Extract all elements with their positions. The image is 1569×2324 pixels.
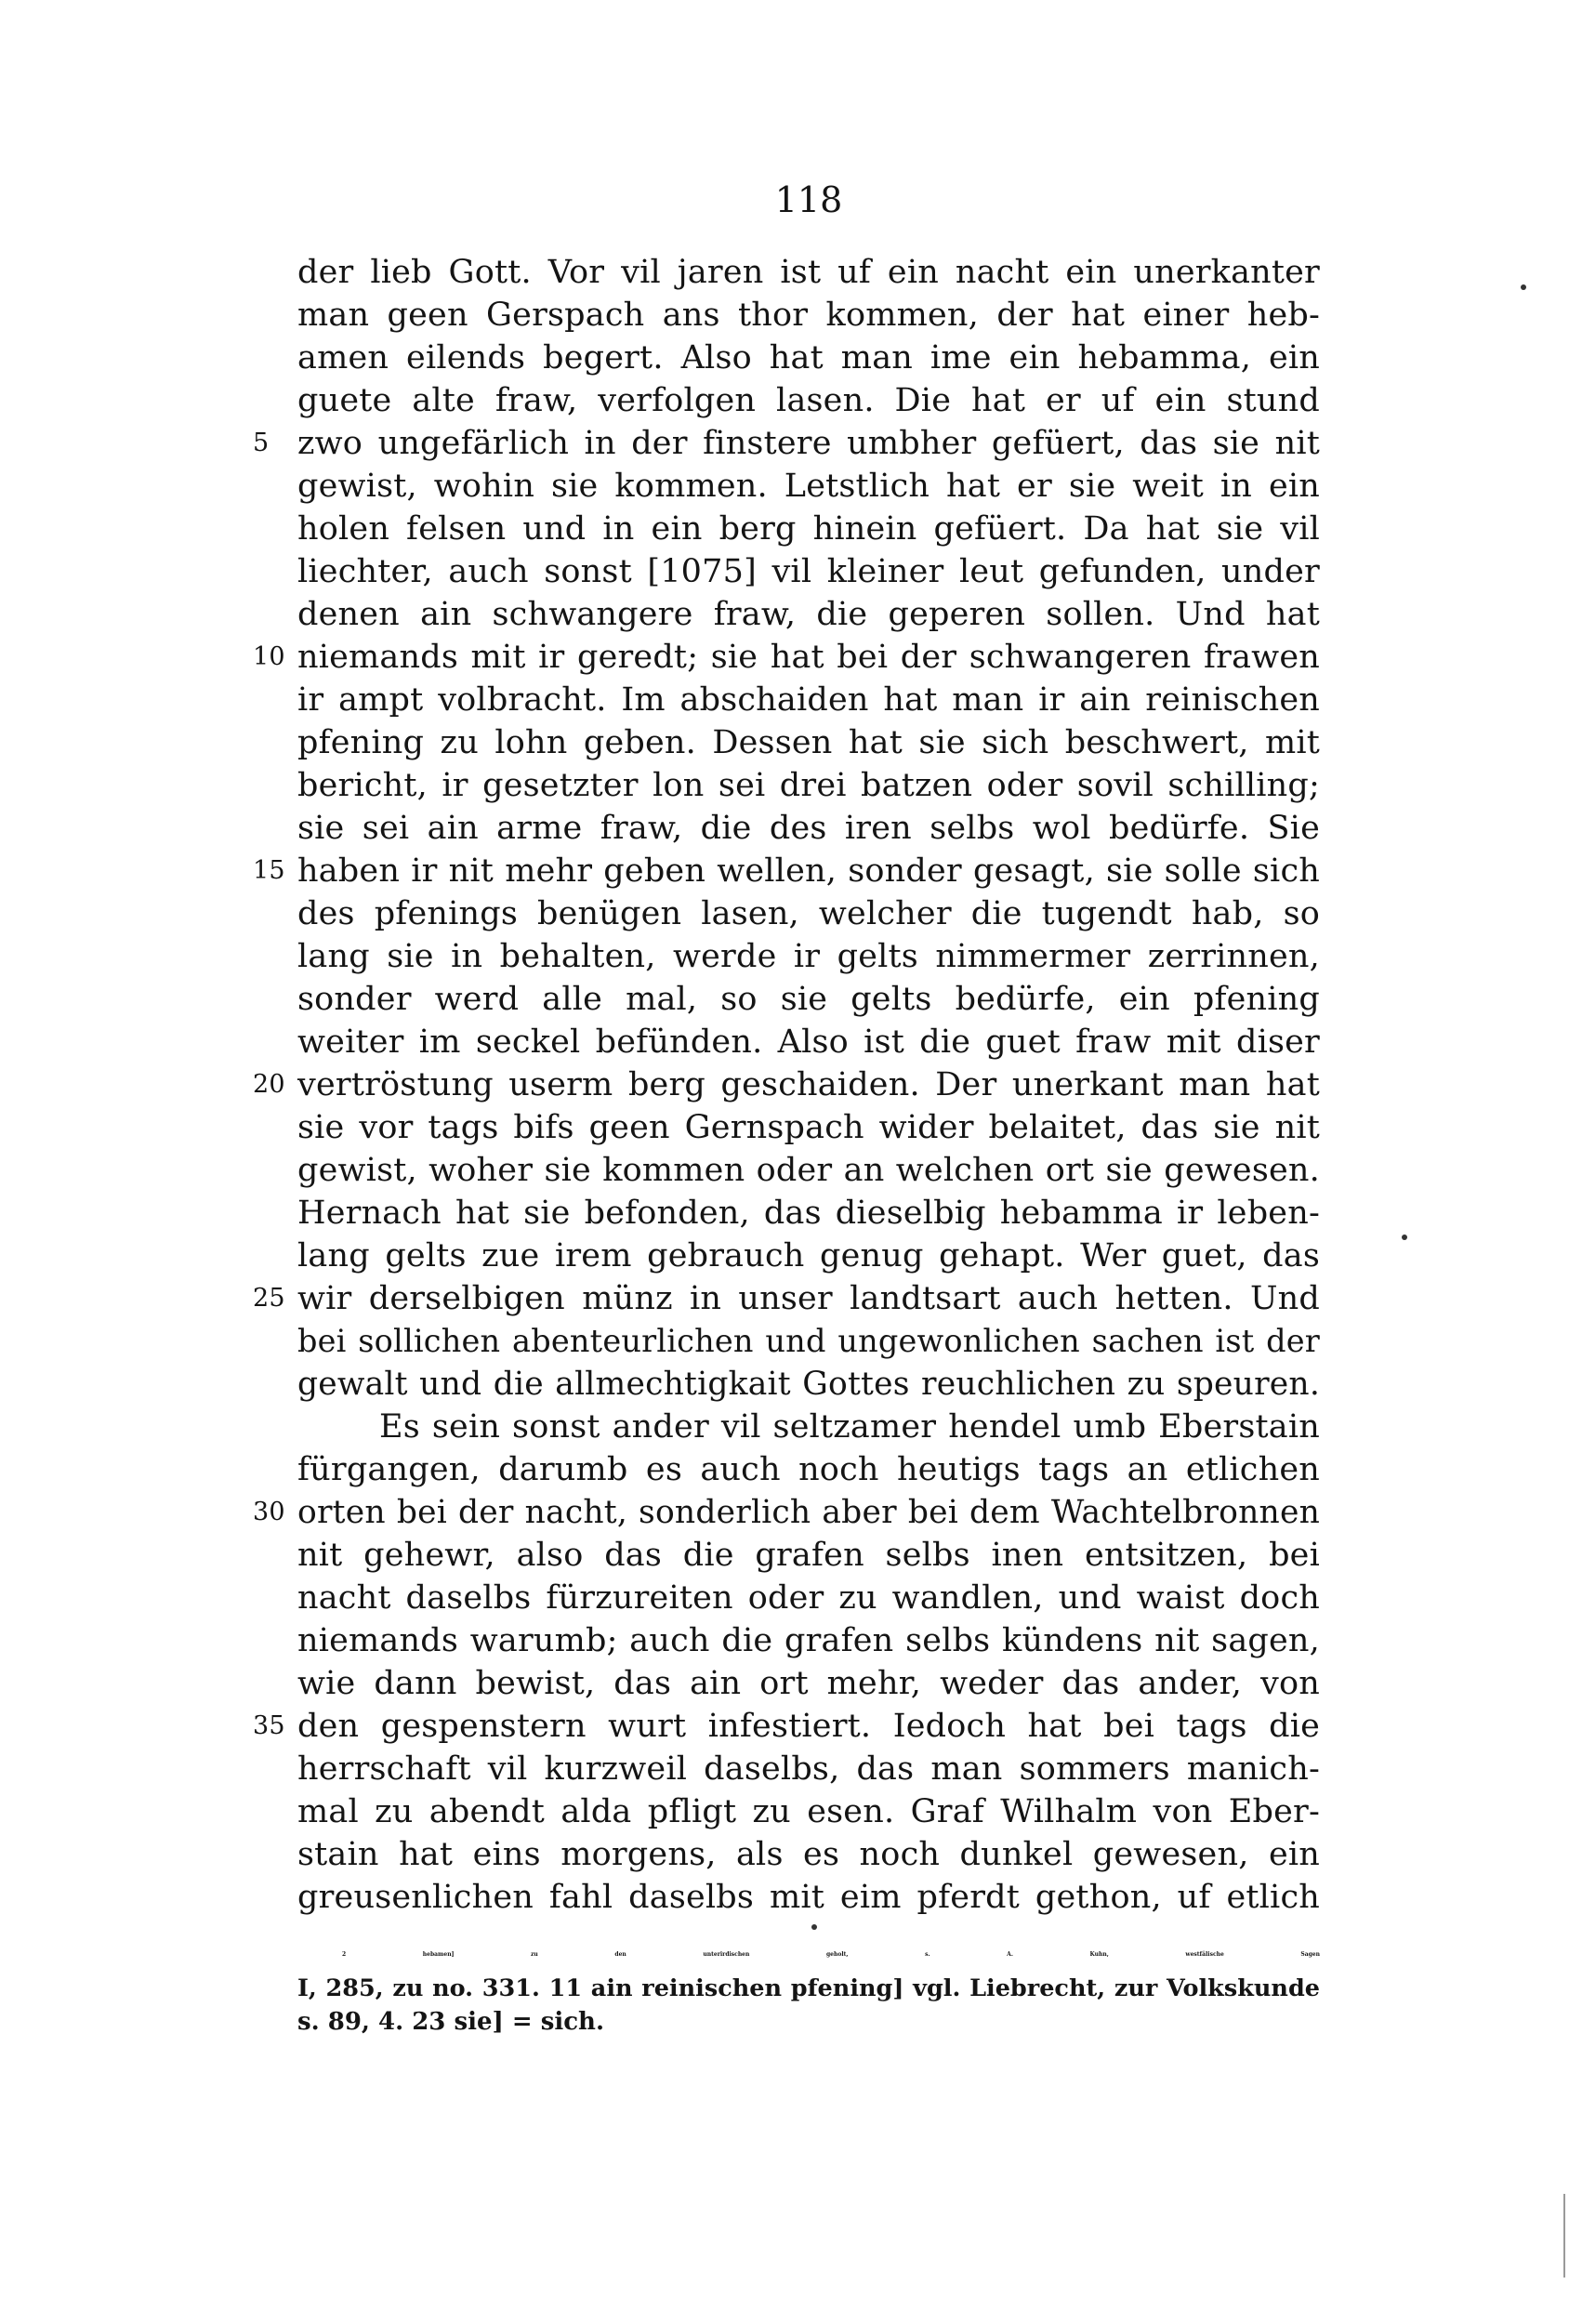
line-text: Es sein sonst ander vil seltzamer hendel umb Eberstain — [379, 1408, 1320, 1446]
line-text: nacht daselbs fürzureiten oder zu wandlen, und waist doch — [297, 1579, 1320, 1617]
text-line — [297, 807, 1320, 850]
line-text: stain hat eins morgens, als es noch dunkel gewesen, ein — [297, 1836, 1320, 1873]
text-line — [253, 422, 1320, 465]
text-line — [297, 1406, 1320, 1448]
line-number: 10 — [253, 642, 285, 671]
line-text: weiter im seckel befünden. Also ist die guet fraw mit diser — [297, 1023, 1320, 1061]
text-line — [297, 1106, 1320, 1149]
line-text: vertröstung userm berg geschaiden. Der unerkant man hat — [297, 1066, 1320, 1103]
line-text: denen ain schwangere fraw, die geperen sollen. Und hat — [297, 596, 1320, 633]
page-number: 118 — [774, 179, 843, 220]
line-text: holen felsen und in ein berg hinein gefüert. Da hat sie vil — [297, 510, 1320, 548]
line-text: nit gehewr, also das die grafen selbs inen entsitzen, bei — [297, 1537, 1320, 1574]
line-text: wir derselbigen münz in unser landtsart auch hetten. Und — [297, 1280, 1320, 1317]
text-line — [297, 1149, 1320, 1192]
line-text: pfening zu lohn geben. Dessen hat sie sich beschwert, mit — [297, 724, 1320, 761]
text-line — [297, 1448, 1320, 1491]
line-text: gewist, woher sie kommen oder an welchen ort sie gewesen. — [297, 1152, 1320, 1189]
line-text: liechter, auch sonst [1075] vil kleiner leut gefunden, under — [297, 553, 1320, 590]
text-line — [297, 1619, 1320, 1662]
text-line — [297, 721, 1320, 764]
text-line — [297, 550, 1320, 593]
margin-speck — [1521, 284, 1526, 290]
footnote-line: I, 285, zu no. 331. 11 ain reinischen pfening] vgl. Liebrecht, zur Volkskunde — [297, 1974, 1320, 2002]
line-text: niemands warumb; auch die grafen selbs kündens nit sagen, — [297, 1622, 1320, 1659]
text-line — [297, 294, 1320, 337]
text-line — [253, 1063, 1320, 1106]
line-number: 30 — [253, 1498, 285, 1526]
line-text: ir ampt volbracht. Im abschaiden hat man ir ain reinischen — [297, 681, 1320, 719]
margin-speck — [1402, 1235, 1407, 1240]
line-number: 15 — [253, 856, 285, 885]
text-line — [297, 1790, 1320, 1833]
text-line — [297, 764, 1320, 807]
line-text: haben ir nit mehr geben wellen, sonder gesagt, sie solle sich — [297, 852, 1320, 890]
line-text: wie dann bewist, das ain ort mehr, weder das ander, von — [297, 1665, 1320, 1702]
text-line — [297, 1021, 1320, 1063]
line-text: fürgangen, darumb es auch noch heutigs tags an etlichen — [297, 1451, 1320, 1488]
footnotes — [297, 1938, 1320, 2039]
text-line — [297, 251, 1320, 294]
line-text: des pfenings benügen lasen, welcher die tugendt hab, so — [297, 895, 1320, 932]
line-text: orten bei der nacht, sonderlich aber bei dem Wachtelbronnen — [297, 1494, 1320, 1531]
text-line — [253, 1491, 1320, 1534]
text-line — [297, 978, 1320, 1021]
line-text: mal zu abendt alda pfligt zu esen. Graf Wilhalm von Eber- — [297, 1793, 1320, 1830]
line-text: amen eilends begert. Also hat man ime ein hebamma, ein — [297, 339, 1320, 376]
text-line — [297, 1577, 1320, 1619]
line-text: bei sollichen abenteurlichen und ungewonlichen sachen ist der — [297, 1323, 1320, 1359]
line-text: sie vor tags bifs geen Gernspach wider belaitet, das sie nit — [297, 1109, 1320, 1146]
line-text: herrschaft vil kurzweil daselbs, das man sommers manich- — [297, 1750, 1320, 1788]
text-line — [297, 508, 1320, 550]
text-line — [297, 1192, 1320, 1235]
text-line — [297, 1748, 1320, 1790]
line-text: lang gelts zue irem gebrauch genug gehapt. Wer guet, das — [297, 1237, 1320, 1274]
line-text: guete alte fraw, verfolgen lasen. Die hat er uf ein stund — [297, 382, 1320, 419]
line-text: zwo ungefärlich in der finstere umbher gefüert, das sie nit — [297, 425, 1320, 462]
line-text: gewalt und die allmechtigkait Gottes reuchlichen zu speuren. — [297, 1366, 1320, 1403]
text-line — [297, 935, 1320, 978]
footnote-line: 2 hebamen] zu den unterirdischen geholt, s. A. Kuhn, westfälische Sagen — [342, 1951, 1320, 1958]
text-line — [297, 892, 1320, 935]
line-text: Hernach hat sie befonden, das dieselbig hebamma ir leben- — [297, 1195, 1320, 1232]
line-text: lang sie in behalten, werde ir gelts nimmermer zerrinnen, — [297, 938, 1320, 975]
text-line — [297, 1235, 1320, 1277]
line-text: niemands mit ir geredt; sie hat bei der schwangeren frawen — [297, 639, 1320, 676]
text-line — [253, 636, 1320, 679]
body-text — [253, 251, 1320, 1919]
text-line — [297, 1320, 1320, 1363]
page-edge-mark — [1563, 2194, 1565, 2278]
text-line — [297, 1363, 1320, 1406]
line-text: greusenlichen fahl daselbs mit eim pferdt gethon, uf etlich — [297, 1879, 1320, 1916]
text-line — [297, 1662, 1320, 1705]
text-line — [297, 337, 1320, 379]
line-text: sie sei ain arme fraw, die des iren selbs wol bedürfe. Sie — [297, 810, 1320, 847]
text-line — [253, 1705, 1320, 1748]
line-text: den gespenstern wurt infestiert. Iedoch hat bei tags die — [297, 1708, 1320, 1745]
line-text: der lieb Gott. Vor vil jaren ist uf ein nacht ein unerkanter — [297, 254, 1320, 291]
line-number: 25 — [253, 1284, 285, 1313]
text-line — [297, 1534, 1320, 1577]
text-line — [297, 593, 1320, 636]
line-text: man geen Gerspach ans thor kommen, der hat einer heb- — [297, 297, 1320, 334]
margin-speck — [811, 1924, 817, 1930]
text-line — [253, 850, 1320, 892]
line-number: 20 — [253, 1070, 285, 1099]
line-text: gewist, wohin sie kommen. Letstlich hat er sie weit in ein — [297, 468, 1320, 505]
line-text: bericht, ir gesetzter lon sei drei batzen oder sovil schilling; — [297, 767, 1320, 804]
line-number: 35 — [253, 1711, 285, 1740]
text-line — [297, 465, 1320, 508]
text-line — [253, 1277, 1320, 1320]
footnote-line: s. 89, 4. 23 sie] = sich. — [297, 2008, 605, 2036]
text-line — [297, 1833, 1320, 1876]
text-line — [297, 679, 1320, 721]
line-text: sonder werd alle mal, so sie gelts bedürfe, ein pfening — [297, 981, 1320, 1018]
line-number: 5 — [253, 429, 270, 457]
text-line — [297, 1876, 1320, 1919]
text-line — [297, 379, 1320, 422]
